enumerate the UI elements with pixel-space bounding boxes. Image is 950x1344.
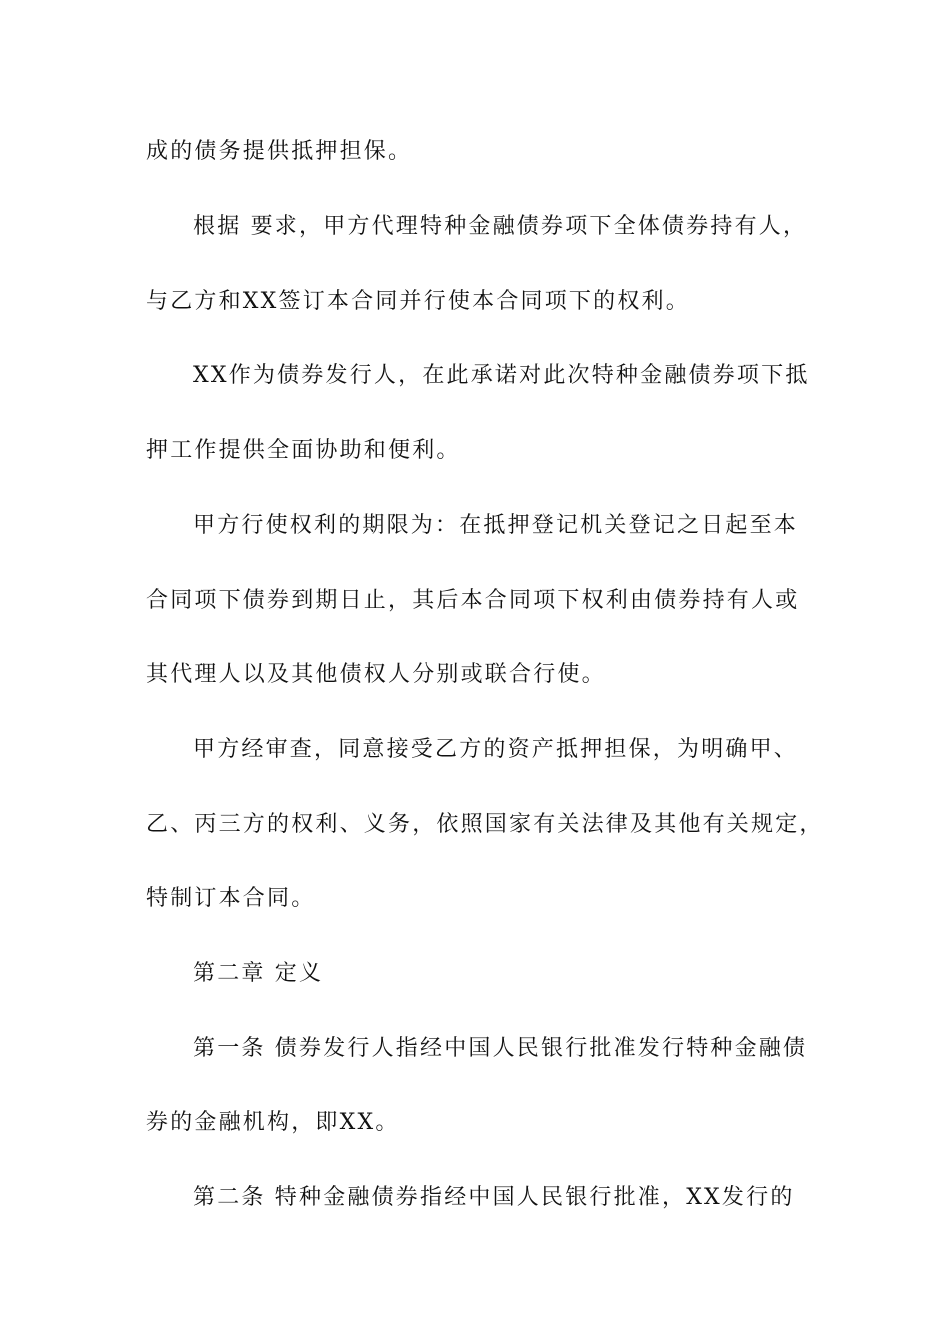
- text-line: 其代理人以及其他债权人分别或联合行使。: [146, 662, 606, 687]
- article-1-start: 第一条 债券发行人指经中国人民银行批准发行特种金融债: [193, 1036, 808, 1061]
- text-line: 与乙方和XX签订本合同并行使本合同项下的权利。: [146, 289, 690, 314]
- paragraph-start: XX作为债券发行人，在此承诺对此次特种金融债券项下抵: [193, 363, 810, 388]
- article-2-start: 第二条 特种金融债券指经中国人民银行批准，XX发行的: [193, 1185, 795, 1210]
- paragraph-start: 甲方经审查，同意接受乙方的资产抵押担保，为明确甲、: [193, 737, 799, 762]
- text-line: 特制订本合同。: [146, 886, 316, 911]
- text-line: 券的金融机构，即XX。: [146, 1110, 400, 1135]
- paragraph-start: 甲方行使权利的期限为：在抵押登记机关登记之日起至本: [193, 513, 799, 538]
- text-line: 押工作提供全面协助和便利。: [146, 438, 461, 463]
- text-line: 乙、丙三方的权利、义务，依照国家有关法律及其他有关规定，: [146, 812, 824, 837]
- text-line: 合同项下债券到期日止，其后本合同项下权利由债券持有人或: [146, 588, 800, 613]
- chapter-heading: 第二章 定义: [193, 961, 324, 986]
- paragraph-start: 根据 要求，甲方代理特种金融债券项下全体债券持有人，: [193, 214, 808, 239]
- text-line: 成的债务提供抵押担保。: [146, 139, 413, 164]
